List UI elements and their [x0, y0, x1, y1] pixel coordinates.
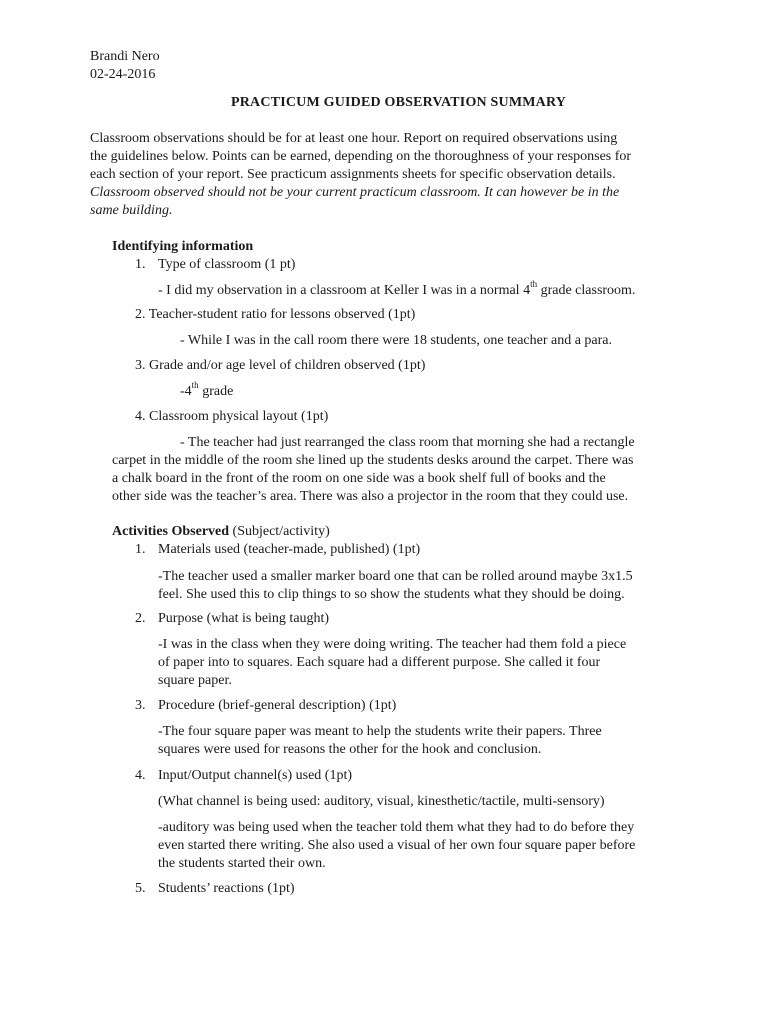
- list-item-label: [135, 306, 415, 324]
- answer-text: - I did my observation in a classroom at Keller I was in a normal 4: [158, 283, 531, 298]
- section-heading-identifying: Identifying information: [112, 239, 254, 254]
- intro-line-2: the guidelines below. Points can be earned, depending on the thoroughness of your responses for: [90, 149, 632, 164]
- list-number: 2.: [135, 611, 146, 626]
- author-name: Brandi Nero: [90, 49, 160, 64]
- list-item-text: Grade and/or age level of children observed (1pt): [149, 358, 426, 373]
- answer-classroom-type: [158, 279, 636, 300]
- superscript-th: th: [530, 279, 538, 290]
- list-item-label: Type of classroom (1 pt): [158, 257, 296, 272]
- list-number: 1.: [135, 257, 146, 272]
- answer-layout-line: carpet in the middle of the room she lined up the students desks around the carpet. There was: [112, 453, 634, 468]
- list-number: 2.: [135, 307, 146, 322]
- list-number: 4.: [135, 768, 146, 783]
- section-heading-suffix: (Subject/activity): [229, 524, 330, 539]
- list-item-text: Classroom physical layout (1pt): [149, 409, 329, 424]
- answer-ratio: - While I was in the call room there were 18 students, one teacher and a para.: [180, 333, 613, 348]
- list-number: 4.: [135, 409, 146, 424]
- answer-text: -4: [180, 384, 192, 399]
- list-number: 3.: [135, 358, 146, 373]
- answer-layout-line: other side was the teacher’s area. There was also a projector in the room that they could use.: [112, 489, 629, 504]
- channel-note: (What channel is being used: auditory, visual, kinesthetic/tactile, multi-sensory): [158, 794, 605, 809]
- list-item-label: [135, 357, 425, 375]
- list-item-label: Procedure (brief-general description) (1pt): [158, 698, 397, 713]
- list-item-label: [135, 408, 328, 426]
- answer-purpose-line: square paper.: [158, 673, 232, 688]
- intro-line-3: each section of your report. See practicum assignments sheets for specific observation details.: [90, 167, 616, 182]
- answer-layout-line: - The teacher had just rearranged the class room that morning she had a rectangle: [180, 435, 635, 450]
- answer-purpose-line: of paper into to squares. Each square had a different purpose. She called it four: [158, 655, 601, 670]
- list-item-label: Materials used (teacher-made, published) (1pt): [158, 542, 421, 557]
- list-item-label: Input/Output channel(s) used (1pt): [158, 768, 353, 783]
- intro-italic-line-2: same building.: [90, 203, 173, 218]
- intro-italic-line-1: Classroom observed should not be your current practicum classroom. It can however be in the: [90, 185, 620, 200]
- answer-channel-line: -auditory was being used when the teacher told them what they had to do before they: [158, 820, 635, 835]
- answer-procedure-line: squares were used for reasons the other for the hook and conclusion.: [158, 742, 542, 757]
- answer-text: grade: [198, 384, 234, 399]
- document-date: 02-24-2016: [90, 67, 156, 82]
- answer-materials-line: feel. She used this to clip things to so show the students what they should be doing.: [158, 587, 625, 602]
- answer-grade-level: [180, 380, 234, 401]
- answer-text: grade classroom.: [537, 283, 636, 298]
- list-item-label: Purpose (what is being taught): [158, 611, 330, 626]
- page-title: PRACTICUM GUIDED OBSERVATION SUMMARY: [231, 95, 567, 110]
- answer-procedure-line: -The four square paper was meant to help the students write their papers. Three: [158, 724, 602, 739]
- section-heading-activities: [112, 523, 330, 541]
- answer-materials-line: -The teacher used a smaller marker board one that can be rolled around maybe 3x1.5: [158, 569, 633, 584]
- list-number: 3.: [135, 698, 146, 713]
- section-heading-text: Activities Observed: [112, 524, 230, 539]
- superscript-th: th: [191, 380, 199, 391]
- answer-channel-line: even started there writing. She also used a visual of her own four square paper before: [158, 838, 636, 853]
- answer-purpose-line: -I was in the class when they were doing writing. The teacher had them fold a piece: [158, 637, 627, 652]
- list-item-text: Teacher-student ratio for lessons observed (1pt): [148, 307, 416, 322]
- answer-layout-line: a chalk board in the front of the room on one side was a book shelf full of books and the: [112, 471, 606, 486]
- answer-channel-line: the students started their own.: [158, 856, 326, 871]
- intro-line-1: Classroom observations should be for at least one hour. Report on required observations using: [90, 131, 618, 146]
- list-number: 5.: [135, 881, 146, 896]
- list-number: 1.: [135, 542, 146, 557]
- list-item-label: Students’ reactions (1pt): [158, 881, 295, 896]
